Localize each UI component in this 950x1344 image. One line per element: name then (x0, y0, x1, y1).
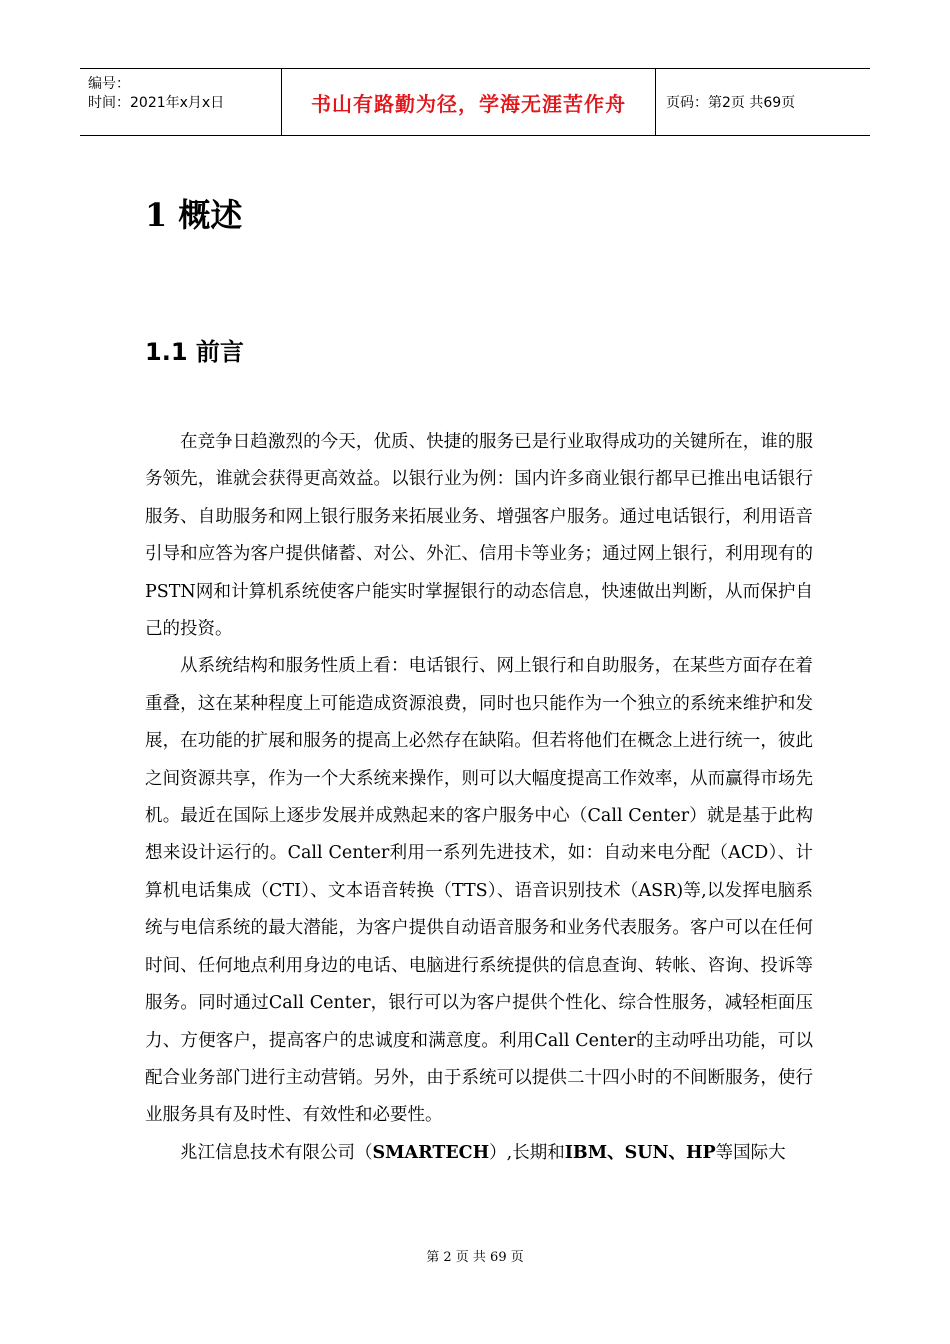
company-name-smartech: SMARTECH (372, 1142, 490, 1163)
company-text-2: ）,长期和 (489, 1142, 565, 1163)
chapter-title: 1 概述 (145, 196, 243, 234)
document-body (145, 424, 813, 1172)
partner-companies: IBM、SUN、HP (564, 1142, 716, 1163)
page-footer: 第 2 页 共 69 页 (426, 1250, 524, 1265)
paragraph-company (145, 1135, 813, 1172)
serial-number-label: 编号： (88, 76, 130, 92)
header-motto: 书山有路勤为径，学海无涯苦作舟 (282, 69, 656, 135)
section-title: 1.1 前言 (145, 338, 244, 366)
company-text-1: 兆江信息技术有限公司（ (180, 1142, 373, 1163)
paragraph-intro: 在竞争日趋激烈的今天，优质、快捷的服务已是行业取得成功的关键所在，谁的服务领先，谁就会获得更高效益。以银行业为例：国内许多商业银行都早已推出电话银行服务、自助服务和网上银行服务来拓展业务、增强客户服务。通过电话银行，利用语音引导和应答为客户提供储蓄、对公、外汇、信用卡等业务；通过网上银行，利用现有的PSTN网和计算机系统使客户能实时掌握银行的动态信息，快速做出判断，从而保护自己的投资。 (145, 432, 813, 640)
date-label: 时间：2021年x月x日 (88, 95, 225, 111)
header-page-info: 页码：第2页 共69页 (666, 95, 796, 111)
company-text-3: 等国际大 (715, 1142, 786, 1163)
page-header (80, 68, 870, 136)
header-meta-cell (80, 69, 282, 135)
paragraph-system-structure: 从系统结构和服务性质上看：电话银行、网上银行和自助服务，在某些方面存在着重叠，这在某种程度上可能造成资源浪费，同时也只能作为一个独立的系统来维护和发展，在功能的扩展和服务的提高上必然存在缺陷。但若将他们在概念上进行统一，彼此之间资源共享，作为一个大系统来操作，则可以大幅度提高工作效率，从而赢得市场先机。最近在国际上逐步发展并成熟起来的客户服务中心（Call Center）就是基于此构想来设计运行的。Call Center利用一系列先进技术，如：自动来电分配（ACD）、计算机电话集成（CTI）、文本语音转换（TTS）、语音识别技术（ASR)等,以发挥电脑系统与电信系统的最大潜能，为客户提供自动语音服务和业务代表服务。客户可以在任何时间、任何地点利用身边的电话、电脑进行系统提供的信息查询、转帐、咨询、投诉等服务。同时通过Call Center，银行可以为客户提供个性化、综合性服务，减轻柜面压力、方便客户，提高客户的忠诚度和满意度。利用Call Center的主动呼出功能，可以配合业务部门进行主动营销。另外，由于系统可以提供二十四小时的不间断服务，使行业服务具有及时性、有效性和必要性。 (145, 656, 813, 1126)
